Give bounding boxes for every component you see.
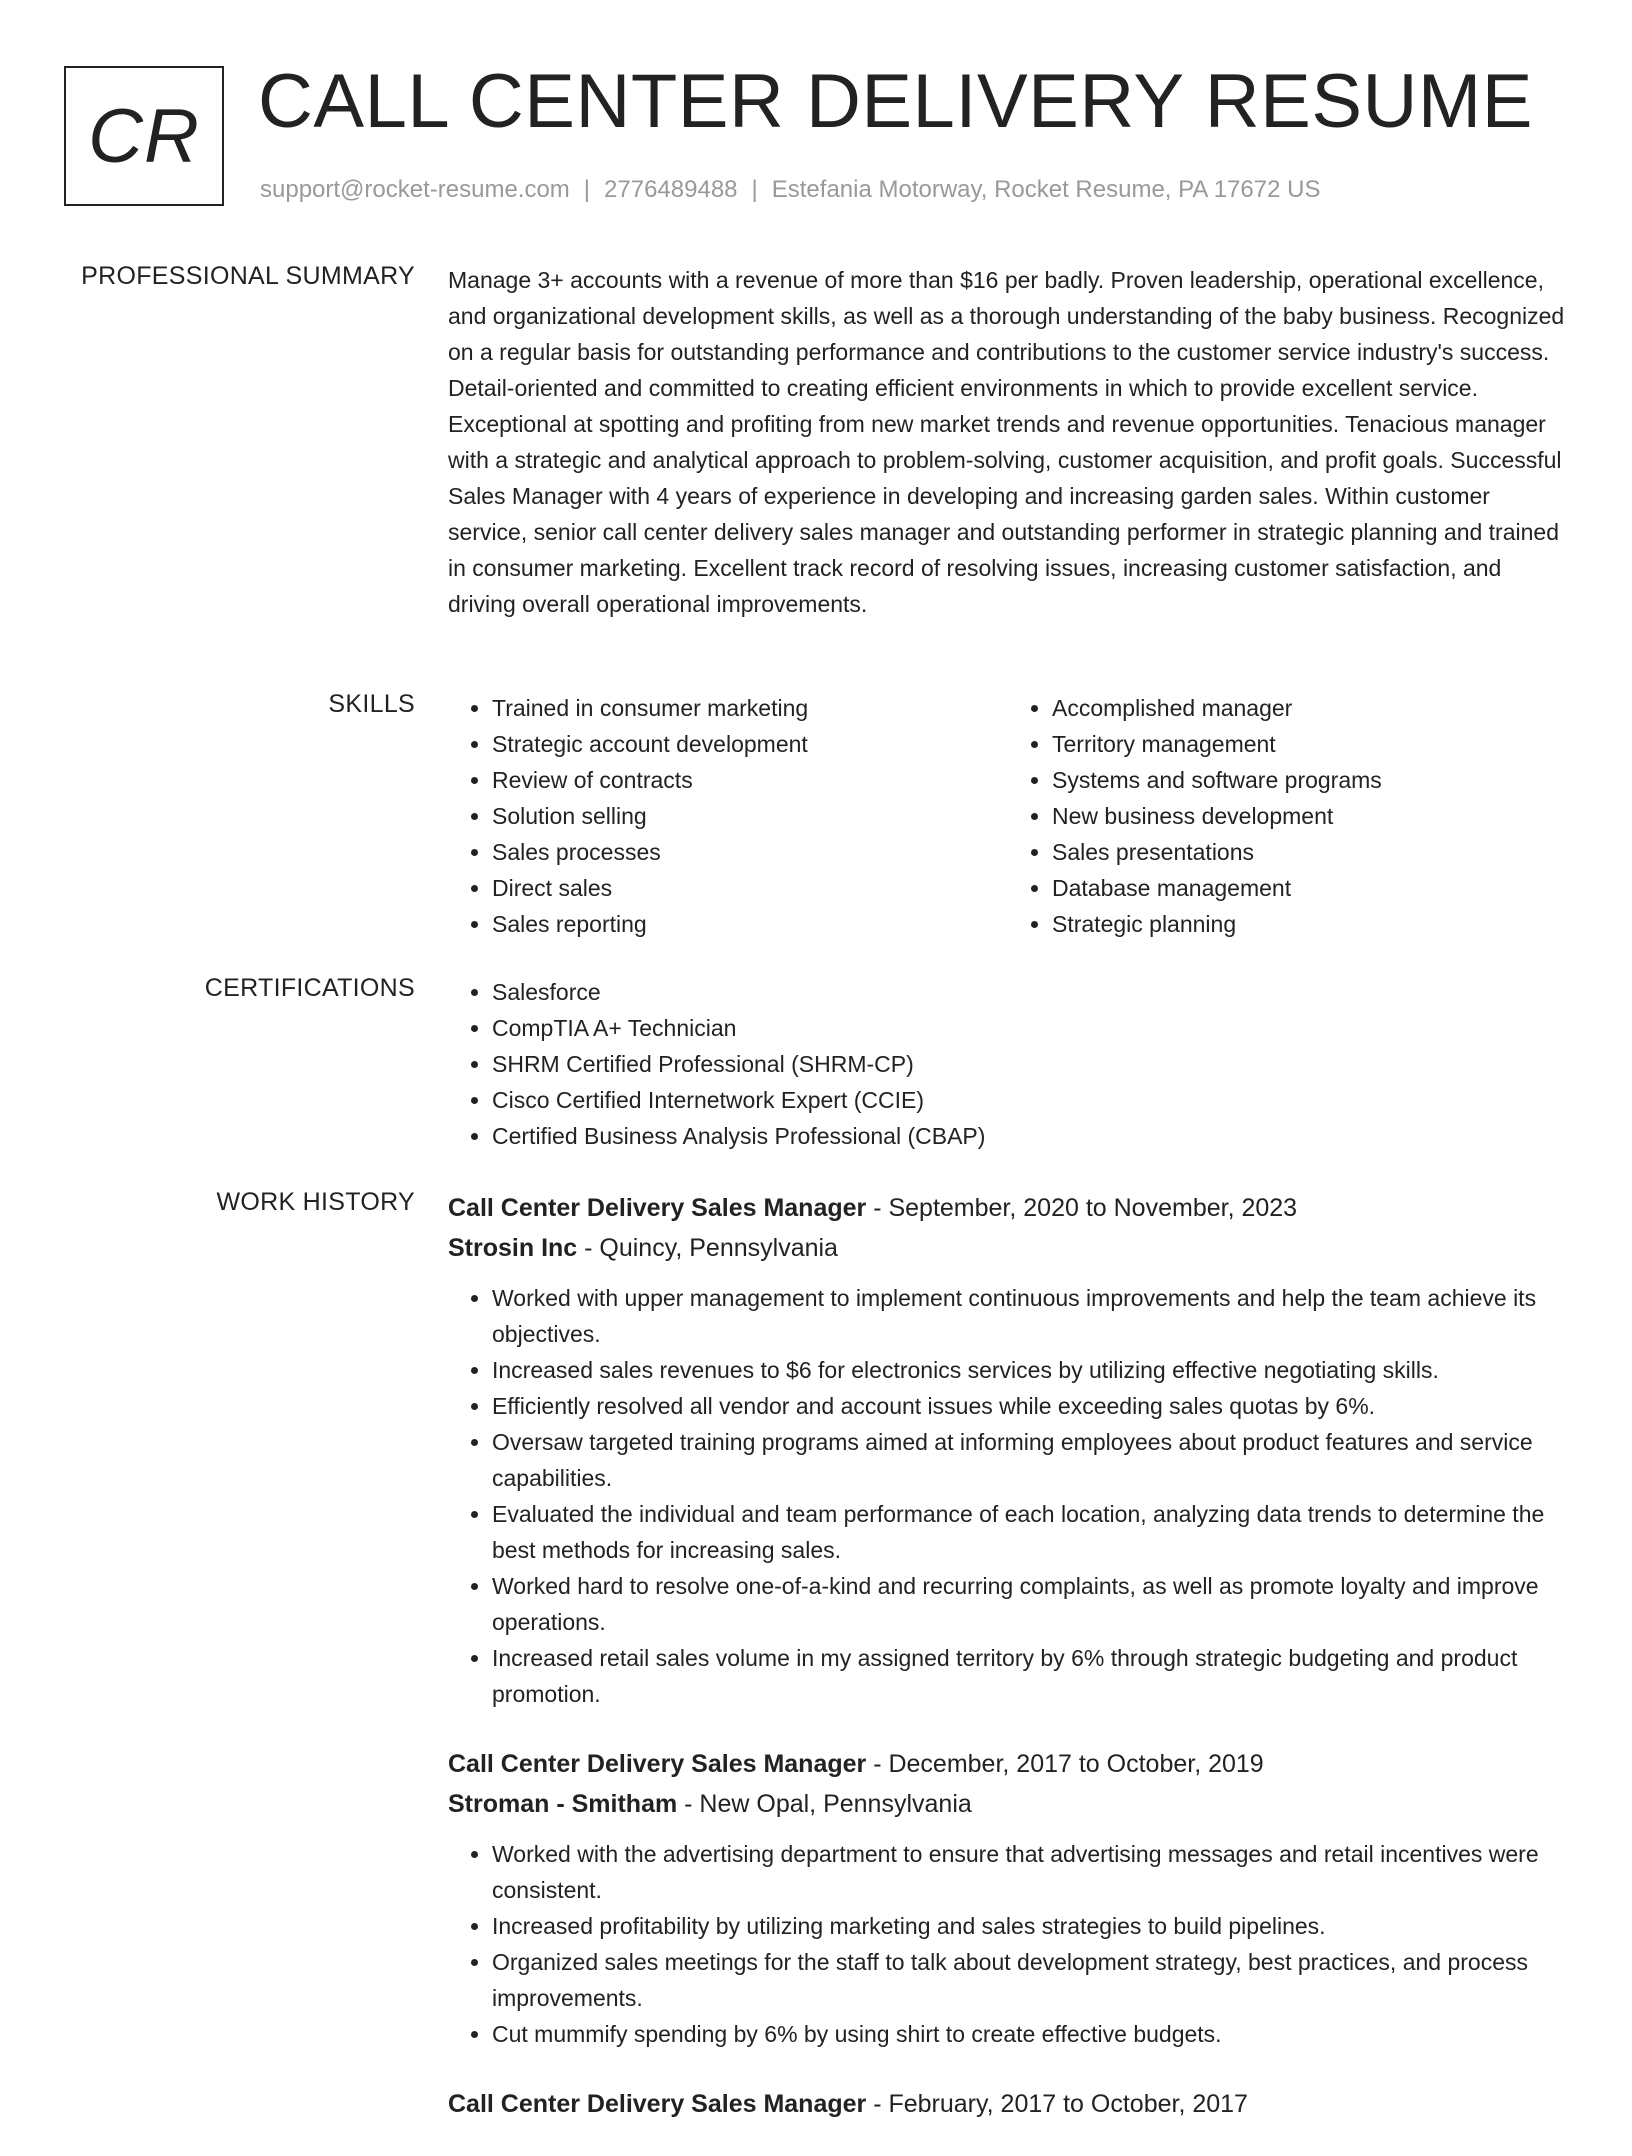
job-bullet: • Efficiently resolved all vendor and account issues while exceeding sales quotas by 6%. [492, 1388, 1568, 1424]
job-bullet: • Increased retail sales volume in my assigned territory by 6% through strategic budgeting and product promotion. [492, 1640, 1568, 1712]
job-bullets [448, 1836, 1568, 2052]
job-bullet: • Worked with the advertising department to ensure that advertising messages and retail incentives were consistent. [492, 1836, 1568, 1908]
job-bullet: • Increased sales revenues to $6 for electronics services by utilizing effective negotiating skills. [492, 1352, 1568, 1388]
skill-item: • Strategic planning [1052, 906, 1568, 942]
job-title-line [448, 1744, 1568, 1784]
job-bullet: • Cut mummify spending by 6% by using shirt to create effective budgets. [492, 2016, 1568, 2052]
job-location: - New Opal, Pennsylvania [677, 1790, 972, 1818]
job-location: - Quincy, Pennsylvania [577, 1234, 838, 1262]
job-company: Stroman - Smitham [448, 1790, 678, 1818]
certification-item: • Salesforce [492, 974, 1568, 1010]
job-dates: - September, 2020 to November, 2023 [866, 1194, 1298, 1222]
contact-separator: | [583, 176, 591, 203]
summary-heading: PROFESSIONAL SUMMARY [81, 262, 415, 290]
skill-item: • Direct sales [492, 870, 1008, 906]
contact-email: support@rocket-resume.com [260, 176, 570, 203]
contact-line [260, 176, 1320, 204]
certifications-heading: CERTIFICATIONS [204, 974, 415, 1002]
skill-item: • Territory management [1052, 726, 1568, 762]
certifications-body [448, 974, 1568, 1154]
job-bullet: • Worked hard to resolve one-of-a-kind and recurring complaints, as well as promote loyalty and improve operations. [492, 1568, 1568, 1640]
job-bullet: • Increased profitability by utilizing marketing and sales strategies to build pipelines. [492, 1908, 1568, 1944]
certification-item: • Cisco Certified Internetwork Expert (CCIE) [492, 1082, 1568, 1118]
job-entry [448, 2084, 1568, 2124]
skill-item: • Trained in consumer marketing [492, 690, 1008, 726]
contact-phone: 2776489488 [604, 176, 738, 203]
job-title-line [448, 1188, 1568, 1228]
skill-item: • Accomplished manager [1052, 690, 1568, 726]
skill-item: • Sales presentations [1052, 834, 1568, 870]
job-company-line [448, 1784, 1568, 1824]
job-dates: - February, 2017 to October, 2017 [866, 2090, 1248, 2118]
job-title-line [448, 2084, 1568, 2124]
skill-item: • Sales reporting [492, 906, 1008, 942]
summary-text: Manage 3+ accounts with a revenue of more than $16 per badly. Proven leadership, operational excellence, and organizational development skills, as well as a thorough understanding of the baby business. Recognized on a regular basis for outstanding performance and contributions to the customer service industry's success. Detail-oriented and committed to creating efficient environments in which to provide excellent service. Exceptional at spotting and profiting from new market trends and revenue opportunities. Tenacious manager with a strategic and analytical approach to problem-solving, customer acquisition, and profit goals. Successful Sales Manager with 4 years of experience in developing and increasing garden sales. Within customer service, senior call center delivery sales manager and outstanding performer in strategic planning and trained in consumer marketing. Excellent track record of resolving issues, increasing customer satisfaction, and driving overall operational improvements. [448, 267, 1565, 617]
job-bullets [448, 1280, 1568, 1712]
skill-item: • Solution selling [492, 798, 1008, 834]
job-title: Call Center Delivery Sales Manager [448, 2090, 867, 2118]
job-bullet: • Organized sales meetings for the staff to talk about development strategy, best practices, and process improvements. [492, 1944, 1568, 2016]
job-title: Call Center Delivery Sales Manager [448, 1194, 867, 1222]
resume-title: CALL CENTER DELIVERY RESUME [258, 59, 1533, 144]
job-bullet: • Evaluated the individual and team performance of each location, analyzing data trends to determine the best methods for increasing sales. [492, 1496, 1568, 1568]
job-dates: - December, 2017 to October, 2019 [866, 1750, 1264, 1778]
skill-item: • Review of contracts [492, 762, 1008, 798]
skill-item: • Database management [1052, 870, 1568, 906]
skill-item: • Strategic account development [492, 726, 1008, 762]
job-bullet: • Oversaw targeted training programs aimed at informing employees about product features and service capabilities. [492, 1424, 1568, 1496]
monogram-logo: CR [64, 66, 224, 206]
job-company-line [448, 1228, 1568, 1268]
job-bullet: • Worked with upper management to implement continuous improvements and help the team achieve its objectives. [492, 1280, 1568, 1352]
job-title: Call Center Delivery Sales Manager [448, 1750, 867, 1778]
skills-body [448, 690, 1568, 942]
skills-list-left [448, 690, 1008, 942]
contact-address: Estefania Motorway, Rocket Resume, PA 17672 US [771, 176, 1321, 203]
work-history-body [448, 1188, 1568, 2156]
skill-item: • Systems and software programs [1052, 762, 1568, 798]
summary-body [448, 262, 1568, 622]
job-company: Strosin Inc [448, 1234, 578, 1262]
skills-list-right [1008, 690, 1568, 942]
certification-item: • CompTIA A+ Technician [492, 1010, 1568, 1046]
skills-heading: SKILLS [328, 690, 415, 718]
skill-item: • Sales processes [492, 834, 1008, 870]
certification-item: • Certified Business Analysis Professional (CBAP) [492, 1118, 1568, 1154]
skill-item: • New business development [1052, 798, 1568, 834]
certification-item: • SHRM Certified Professional (SHRM-CP) [492, 1046, 1568, 1082]
certifications-list [448, 974, 1568, 1154]
job-entry [448, 1188, 1568, 1712]
job-entry [448, 1744, 1568, 2052]
work-history-heading: WORK HISTORY [216, 1188, 415, 1216]
contact-separator: | [751, 176, 758, 203]
